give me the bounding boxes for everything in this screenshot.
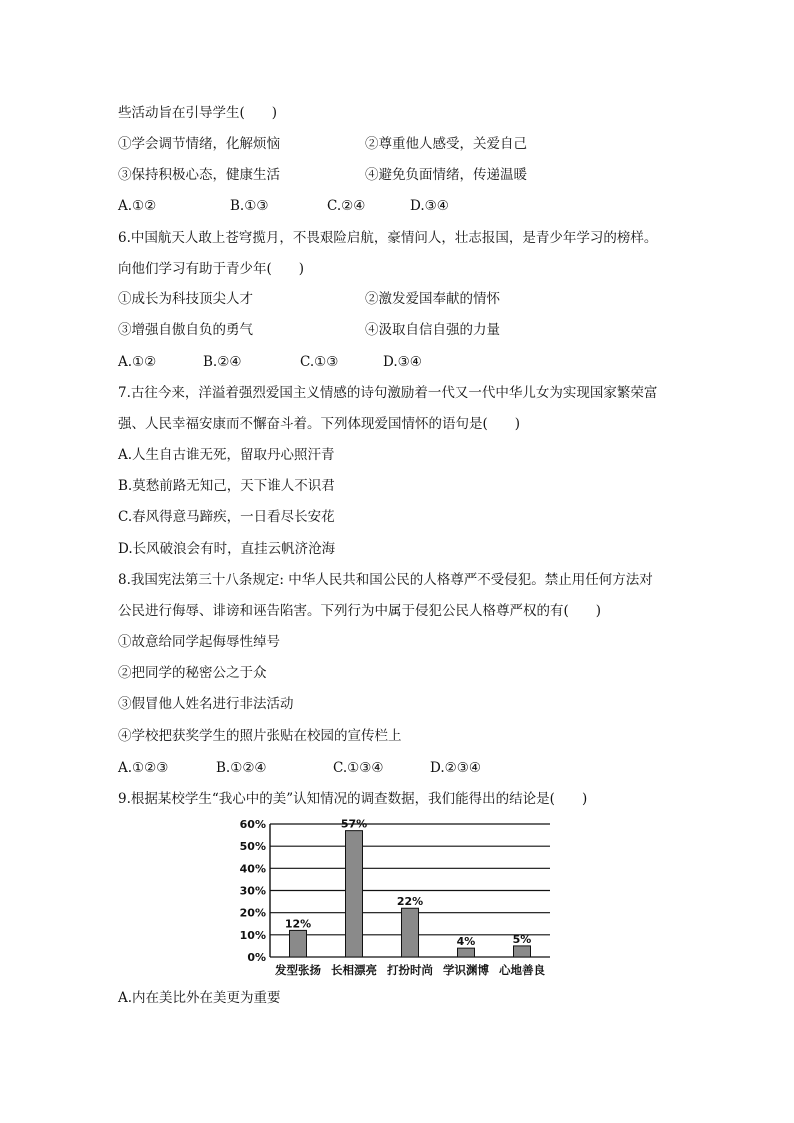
q5-option-3: ③保持积极心态，健康生活	[118, 167, 280, 183]
bar	[458, 948, 475, 957]
q5-choice-a: A.①②	[118, 198, 157, 214]
y-tick-label: 50%	[239, 840, 266, 854]
q7-choice-b: B.莫愁前路无知己，天下谁人不识君	[118, 478, 335, 494]
q5-stem-tail: 些活动旨在引导学生( )	[118, 105, 278, 121]
beauty-survey-chart	[232, 812, 562, 982]
q8-choice-c: C.①③④	[333, 760, 384, 776]
q6-stem-line-2: 向他们学习有助于青少年( )	[118, 261, 305, 277]
bar	[514, 946, 531, 957]
q6-choice-d: D.③④	[383, 354, 422, 370]
bar	[290, 930, 307, 957]
q8-option-4: ④学校把获奖学生的照片张贴在校园的宣传栏上	[118, 728, 402, 744]
q8-choice-a: A.①②③	[118, 760, 169, 776]
q7-stem-line-1: 7.古往今来，洋溢着强烈爱国主义情感的诗句激励着一代又一代中华儿女为实现国家繁荣富	[118, 385, 658, 401]
q9-choice-a: A.内在美比外在美更为重要	[118, 990, 281, 1006]
x-tick-label: 发型张扬	[275, 963, 321, 977]
data-label: 57%	[340, 817, 368, 831]
q6-option-4: ④汲取自信自强的力量	[365, 322, 500, 338]
q7-choice-a: A.人生自古谁无死，留取丹心照汗青	[118, 447, 335, 463]
y-tick-label: 0%	[247, 951, 266, 964]
x-tick-label: 打扮时尚	[387, 963, 433, 977]
bar	[402, 908, 419, 957]
q6-choice-a: A.①②	[118, 354, 157, 370]
q8-choice-b: B.①②④	[216, 760, 267, 776]
data-label: 22%	[396, 895, 424, 909]
q7-stem-line-2: 强、人民幸福安康而不懈奋斗着。下列体现爱国情怀的语句是( )	[118, 416, 521, 432]
data-label: 4%	[456, 935, 476, 949]
q5-choice-d: D.③④	[410, 198, 449, 214]
y-tick-label: 10%	[239, 928, 266, 942]
q5-option-1: ①学会调节情绪，化解烦恼	[118, 136, 280, 152]
q7-choice-d: D.长风破浪会有时，直挂云帆济沧海	[118, 541, 336, 557]
q8-stem-line-2: 公民进行侮辱、诽谤和诬告陷害。下列行为中属于侵犯公民人格尊严权的有( )	[118, 603, 602, 619]
q6-option-1: ①成长为科技顶尖人才	[118, 291, 253, 307]
q5-option-2: ②尊重他人感受，关爱自己	[365, 136, 527, 152]
q8-stem-line-1: 8.我国宪法第三十八条规定: 中华人民共和国公民的人格尊严不受侵犯。禁止用任何方法对	[118, 572, 653, 588]
data-label: 5%	[512, 932, 532, 946]
q8-option-1: ①故意给同学起侮辱性绰号	[118, 634, 280, 650]
data-label: 12%	[284, 917, 312, 931]
x-tick-label: 心地善良	[499, 963, 545, 977]
q5-choice-b: B.①③	[230, 198, 269, 214]
q5-choice-c: C.②④	[327, 198, 366, 214]
y-tick-label: 60%	[239, 818, 266, 831]
q6-option-2: ②激发爱国奉献的情怀	[365, 291, 500, 307]
q6-choice-b: B.②④	[203, 354, 242, 370]
y-tick-label: 40%	[239, 862, 266, 876]
q8-option-2: ②把同学的秘密公之于众	[118, 665, 267, 681]
q7-choice-c: C.春风得意马蹄疾，一日看尽长安花	[118, 509, 335, 525]
x-tick-label: 长相漂亮	[331, 963, 377, 977]
q6-stem-line-1: 6.中国航天人敢上苍穹揽月，不畏艰险启航，豪情问人，壮志报国，是青少年学习的榜样。	[118, 230, 658, 246]
q8-option-3: ③假冒他人姓名进行非法活动	[118, 696, 294, 712]
q5-option-4: ④避免负面情绪，传递温暖	[365, 167, 527, 183]
q9-stem: 9.根据某校学生“我心中的美”认知情况的调查数据，我们能得出的结论是( )	[118, 791, 588, 807]
x-tick-label: 学识渊博	[443, 963, 489, 977]
y-tick-label: 30%	[239, 884, 266, 898]
q8-choice-d: D.②③④	[430, 760, 481, 776]
q6-choice-c: C.①③	[300, 354, 339, 370]
y-tick-label: 20%	[239, 906, 266, 920]
q6-option-3: ③增强自傲自负的勇气	[118, 322, 253, 338]
bar	[346, 831, 363, 957]
